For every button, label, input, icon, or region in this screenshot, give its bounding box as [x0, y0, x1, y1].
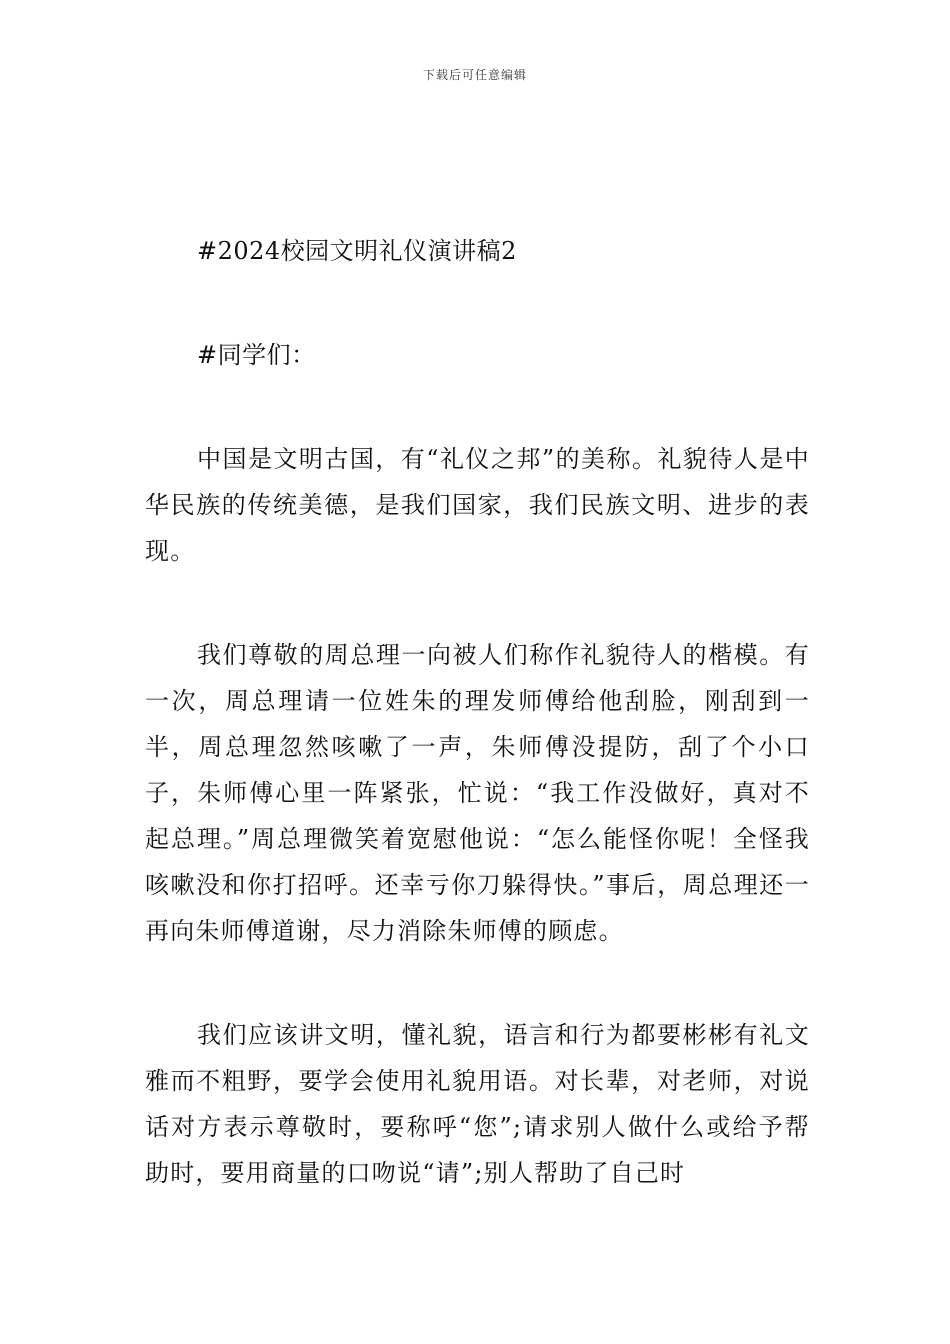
paragraph: 中国是文明古国，有“礼仪之邦”的美称。礼貌待人是中华民族的传统美德，是我们国家，我们民族文明、进步的表现。	[145, 445, 810, 565]
greeting: #同学们：	[197, 341, 316, 369]
document-title: #2024校园文明礼仪演讲稿2	[197, 237, 517, 265]
document-body	[145, 228, 810, 1254]
header-note: 下载后可任意编辑	[422, 68, 527, 82]
paragraph: 我们应该讲文明，懂礼貌，语言和行为都要彬彬有礼文雅而不粗野，要学会使用礼貌用语。对长辈，对老师，对说话对方表示尊敬时，要称呼“您”;请求别人做什么或给予帮助时，要用商量的口吻说“请”;别人帮助了自己时	[145, 1021, 810, 1187]
paragraph: 我们尊敬的周总理一向被人们称作礼貌待人的楷模。有一次，周总理请一位姓朱的理发师傅给他刮脸，刚刮到一半，周总理忽然咳嗽了一声，朱师傅没提防，刮了个小口子，朱师傅心里一阵紧张，忙说：“我工作没做好，真对不起总理。”周总理微笑着宽慰他说：“怎么能怪你呢！全怪我咳嗽没和你打招呼。还幸亏你刀躲得快。”事后，周总理还一再向朱师傅道谢，尽力消除朱师傅的顾虑。	[145, 641, 810, 945]
